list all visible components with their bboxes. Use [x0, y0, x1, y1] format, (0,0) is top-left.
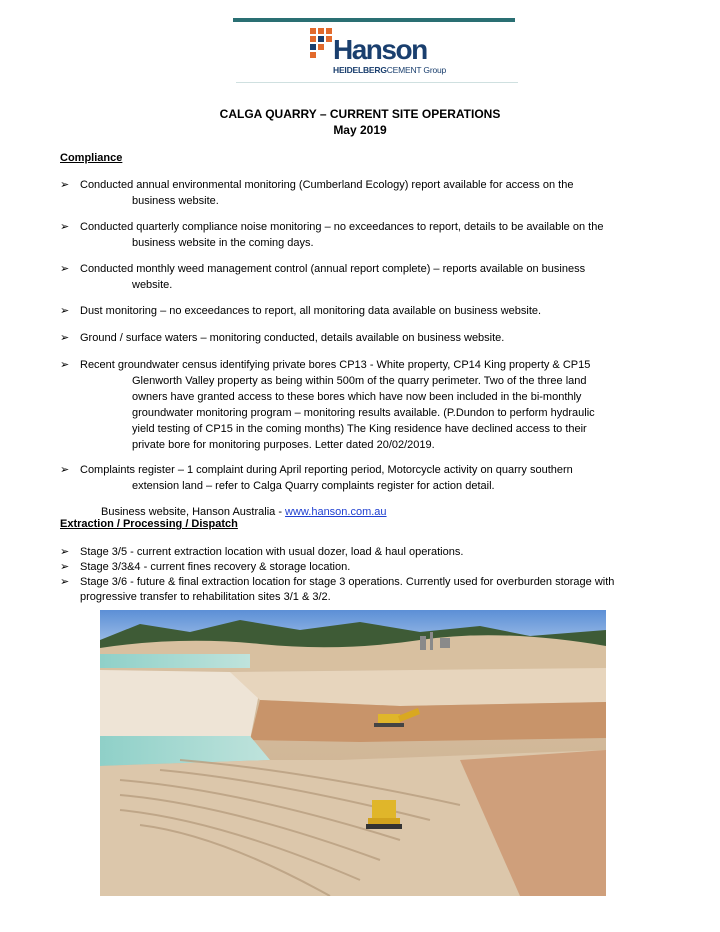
bullet-arrow-icon: ➢: [60, 561, 70, 573]
compliance-item-4-line-1: Dust monitoring – no exceedances to report, all monitoring data available on business website.: [80, 305, 542, 317]
hanson-logo-wordmark: Hanson: [333, 34, 427, 65]
bullet-arrow-icon: ➢: [60, 332, 70, 344]
quarry-photo: [100, 610, 606, 896]
compliance-item-6-line-3: owners have granted access to these bores which have now been included in the bi-monthly: [132, 391, 582, 403]
compliance-item-1-line-1: Conducted annual environmental monitoring (Cumberland Ecology) report available for access on the: [80, 179, 574, 191]
document-title: CALGA QUARRY – CURRENT SITE OPERATIONS: [219, 107, 501, 121]
compliance-item-3-line-2: website.: [132, 279, 173, 291]
bullet-arrow-icon: ➢: [60, 546, 70, 558]
bullet-arrow-icon: ➢: [60, 179, 70, 191]
document-date: May 2019: [333, 123, 387, 137]
bullet-arrow-icon: ➢: [60, 359, 70, 371]
compliance-item-7-line-1: Complaints register – 1 complaint during April reporting period, Motorcycle activity on quarry southern: [80, 464, 573, 476]
bullet-arrow-icon: ➢: [60, 464, 70, 476]
compliance-item-2-line-2: business website in the coming days.: [132, 237, 314, 249]
extraction-item-2-line-1: Stage 3/3&4 - current fines recovery & storage location.: [80, 561, 351, 573]
compliance-item-3-line-1: Conducted monthly weed management control (annual report complete) – reports available on business: [80, 263, 586, 275]
bullet-arrow-icon: ➢: [60, 221, 70, 233]
business-website-line: Business website, Hanson Australia - www.hanson.com.au: [101, 506, 387, 518]
bullet-arrow-icon: ➢: [60, 576, 70, 588]
compliance-item-6-line-2: Glenworth Valley property as being within 500m of the quarry perimeter. Two of the three land: [132, 375, 587, 387]
bullet-arrow-icon: ➢: [60, 305, 70, 317]
compliance-item-6-line-5: yield testing of CP15 in the coming months) The King residence have declined access to their: [132, 423, 587, 435]
header-top-rule: [233, 18, 515, 22]
compliance-item-1-line-2: business website.: [132, 195, 219, 207]
compliance-item-7-line-2: extension land – refer to Calga Quarry complaints register for action detail.: [132, 480, 495, 492]
heidelberg-cement-group-tagline: HEIDELBERGCEMENT Group: [333, 65, 447, 75]
bullet-arrow-icon: ➢: [60, 263, 70, 275]
header-bottom-rule: [236, 82, 518, 83]
extraction-item-1-line-1: Stage 3/5 - current extraction location with usual dozer, load & haul operations.: [80, 546, 464, 558]
compliance-item-6-line-4: groundwater monitoring program – monitoring results available. (P.Dundon to perform hydraulic: [132, 407, 595, 419]
compliance-item-6-line-6: private bore for monitoring purposes. Letter dated 20/02/2019.: [132, 439, 435, 451]
hanson-logo-squares-icon: [310, 28, 334, 62]
compliance-item-2-line-1: Conducted quarterly compliance noise monitoring – no exceedances to report, details to be available on the: [80, 221, 604, 233]
compliance-item-5-line-1: Ground / surface waters – monitoring conducted, details available on business website.: [80, 332, 505, 344]
extraction-item-3-line-2: progressive transfer to rehabilitation sites 3/1 & 3/2.: [80, 591, 331, 603]
extraction-heading: Extraction / Processing / Dispatch: [60, 518, 238, 530]
hanson-website-link[interactable]: www.hanson.com.au: [285, 506, 387, 518]
extraction-item-3-line-1: Stage 3/6 - future & final extraction location for stage 3 operations. Currently used for overburden storage with: [80, 576, 615, 588]
compliance-item-6-line-1: Recent groundwater census identifying private bores CP13 - White property, CP14 King property & CP15: [80, 359, 591, 371]
compliance-heading: Compliance: [60, 152, 123, 164]
